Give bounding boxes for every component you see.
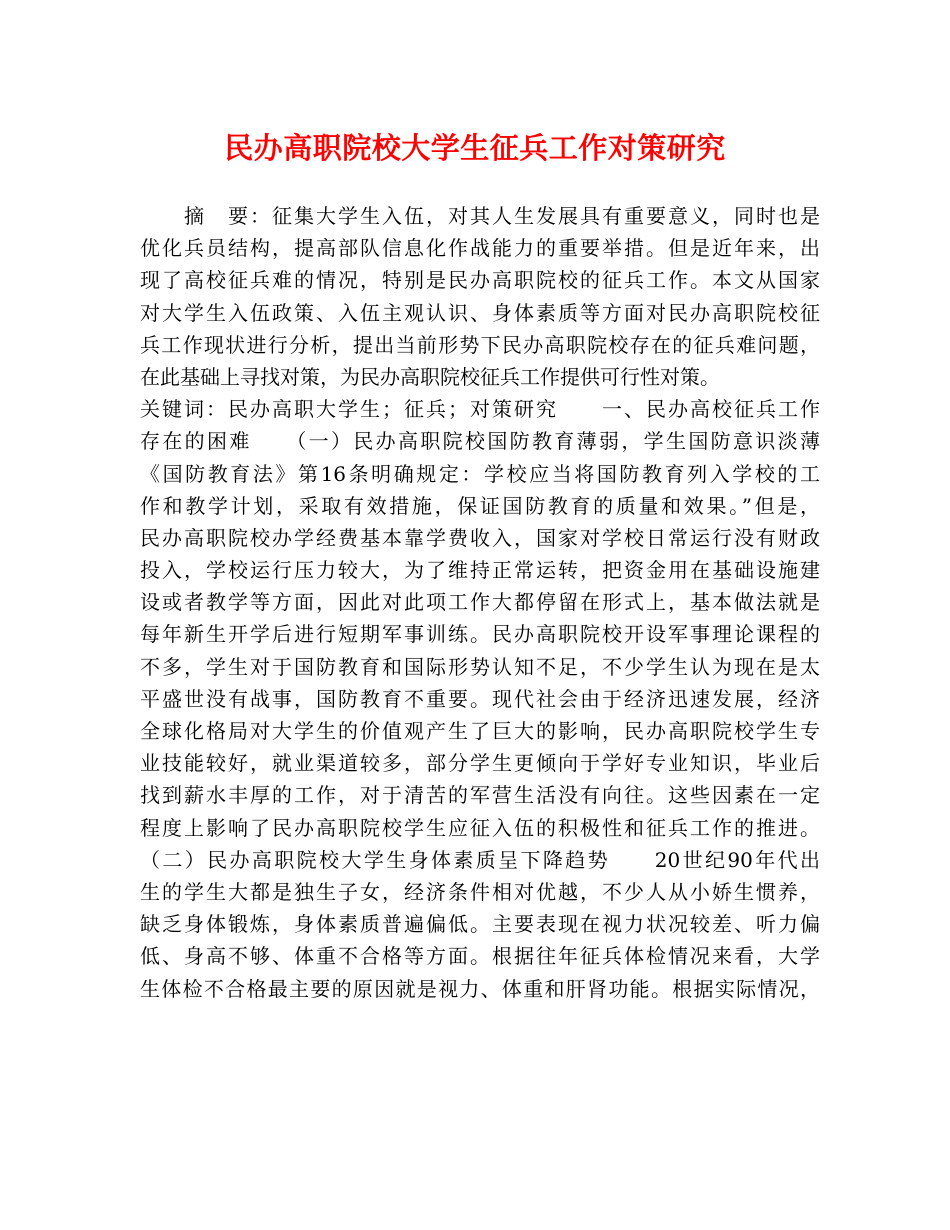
body-line: 找到薪水丰厚的工作，对于清苦的军营生活没有向往。这些因素在一定	[140, 783, 820, 808]
body-line: 低、身高不够、体重不合格等方面。根据往年征兵体检情况来看，大学	[140, 944, 820, 969]
body-line: 业技能较好，就业渠道较多，部分学生更倾向于学好专业知识，毕业后	[140, 751, 820, 776]
body-line: 存在的困难 （一）民办高职院校国防教育薄弱，学生国防意识淡薄	[140, 429, 820, 454]
document-body	[140, 200, 820, 1005]
body-line: 民办高职院校办学经费基本靠学费收入，国家对学校日常运行没有财政	[140, 525, 820, 550]
body-line: （二）民办高职院校大学生身体素质呈下降趋势 20世纪90年代出	[140, 847, 820, 872]
body-line: 程度上影响了民办高职院校学生应征入伍的积极性和征兵工作的推进。	[140, 815, 820, 840]
body-line: 生的学生大都是独生子女，经济条件相对优越，不少人从小娇生惯养，	[140, 879, 820, 904]
body-line: 现了高校征兵难的情况，特别是民办高职院校的征兵工作。本文从国家	[140, 268, 820, 293]
body-line: 投入，学校运行压力较大，为了维持正常运转，把资金用在基础设施建	[140, 558, 820, 583]
body-line: 关键词：民办高职大学生；征兵；对策研究 一、民办高校征兵工作	[140, 397, 820, 422]
body-line: 全球化格局对大学生的价值观产生了巨大的影响，民办高职院校学生专	[140, 719, 820, 743]
body-line: 不多，学生对于国防教育和国际形势认知不足，不少学生认为现在是太	[140, 654, 820, 679]
body-line: 生体检不合格最主要的原因就是视力、体重和肝肾功能。根据实际情况，	[140, 976, 820, 1001]
body-line: 兵工作现状进行分析，提出当前形势下民办高职院校存在的征兵难问题，	[140, 332, 820, 357]
body-line: 优化兵员结构，提高部队信息化作战能力的重要举措。但是近年来，出	[140, 236, 820, 261]
document-title: 民办高职院校大学生征兵工作对策研究	[224, 131, 726, 165]
body-line: 作和教学计划，采取有效措施，保证国防教育的质量和效果。”但是，	[140, 493, 820, 518]
body-line: 摘 要：征集大学生入伍，对其人生发展具有重要意义，同时也是	[140, 204, 820, 228]
body-line: 每年新生开学后进行短期军事训练。民办高职院校开设军事理论课程的	[140, 622, 820, 647]
body-line: 设或者教学等方面，因此对此项工作大都停留在形式上，基本做法就是	[140, 590, 820, 615]
body-line: 《国防教育法》第16条明确规定：学校应当将国防教育列入学校的工	[140, 461, 820, 486]
body-line: 平盛世没有战事，国防教育不重要。现代社会由于经济迅速发展，经济	[140, 686, 820, 711]
body-line: 对大学生入伍政策、入伍主观认识、身体素质等方面对民办高职院校征	[140, 300, 820, 325]
body-line: 缺乏身体锻炼，身体素质普遍偏低。主要表现在视力状况较差、听力偏	[140, 912, 820, 937]
body-line: 在此基础上寻找对策，为民办高职院校征兵工作提供可行性对策。	[140, 364, 720, 389]
